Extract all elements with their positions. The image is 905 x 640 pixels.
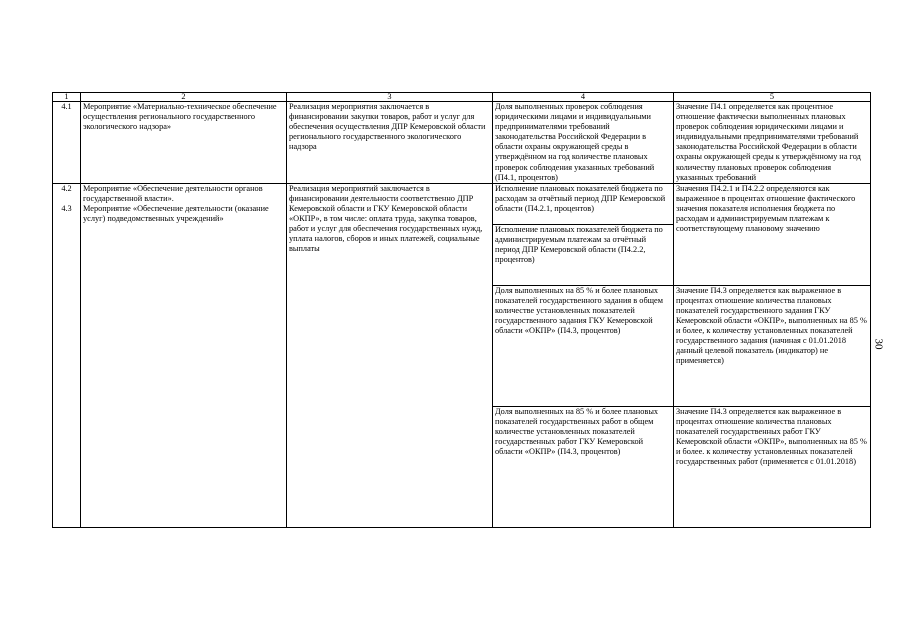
event-name [81,183,287,527]
header-col-2: 2 [81,93,287,102]
page-number: 30 [872,338,885,350]
event-content: Реализация мероприятий заключается в финансировании деятельности соответственно ДПР Кемеровской области и ГКУ Кемеровской области «ОКПР», в том числе: оплата труда, закупка товаров, работ и услуг для обеспечения государственных нужд, уплата налогов, сборов и иных платежей, социальные выплаты [287,183,493,527]
indicator-name: Исполнение плановых показателей бюджета по администрируемым платежам за отчётный период ДПР Кемеровской области (П4.2.2, процентов) [493,224,674,285]
header-col-1: 1 [53,93,81,102]
indicator-method: Значение П4.3 определяется как выраженное в процентах отношение количества плановых показателей государственных работ ГКУ Кемеровской области «ОКПР», выполненных на 85 % и более. к количеству установленных показателей государственных работ (применяется с 01.01.2018) [674,406,871,527]
header-col-5: 5 [674,93,871,102]
table-row-4-2 [53,183,871,224]
header-row [53,93,871,102]
indicator-method: Значения П4.2.1 и П4.2.2 определяются как выраженное в процентах отношение фактического значения показателя исполнения бюджета по расходам и администрируемым платежам к соответствующему плановому значению [674,183,871,285]
row-number-a: 4.2 [61,183,72,193]
event-name: Мероприятие «Материально-техническое обеспечение осуществления регионального государственного экологического надзора» [81,102,287,184]
indicator-method: Значение П4.3 определяется как выраженное в процентах отношение количества плановых показателей государственного задания ГКУ Кемеровской области «ОКПР», выполненных на 85 % и более, к количеству установленных показателей государственного задания (начиная с 01.01.2018 данный целевой показатель (индикатор) не применяется) [674,285,871,406]
program-table [52,92,871,528]
event-name-b: Мероприятие «Обеспечение деятельности (оказание услуг) подведомственных учреждений» [83,203,269,224]
event-name-a: Мероприятие «Обеспечение деятельности органов государственной власти». [83,183,263,203]
indicator-name: Доля выполненных на 85 % и более плановых показателей государственного задания в общем количестве установленных показателей государственного задания ГКУ Кемеровской области «ОКПР» (П4.3, процентов) [493,285,674,406]
indicator-method: Значение П4.1 определяется как процентное отношение фактически выполненных плановых проверок соблюдения юридическими лицами и индивидуальными предпринимателями требований законодательства Российской Федерации в области охраны окружающей среды к утверждённому на год количеству плановых проверок соблюдения указанных требований [674,102,871,184]
table-row-4-1 [53,102,871,184]
row-number-b: 4.3 [61,203,72,213]
header-col-3: 3 [287,93,493,102]
indicator-name: Исполнение плановых показателей бюджета по расходам за отчётный период ДПР Кемеровской области (П4.2.1, процентов) [493,183,674,224]
event-content: Реализация мероприятия заключается в финансировании закупки товаров, работ и услуг для обеспечения осуществления ДПР Кемеровской области регионального государственного экологического надзора [287,102,493,184]
row-number [53,183,81,527]
header-col-4: 4 [493,93,674,102]
indicator-name: Доля выполненных проверок соблюдения юридическими лицами и индивидуальными предпринимателями требований законодательства Российской Федерации в области охраны окружающей среды в утверждённом на год количестве плановых проверок соблюдения указанных требований (П4.1, процентов) [493,102,674,184]
indicator-name: Доля выполненных на 85 % и более плановых показателей государственных работ в общем количестве установленных показателей государственных работ ГКУ Кемеровской области «ОКПР» (П4.3, процентов) [493,406,674,527]
row-number: 4.1 [53,102,81,184]
